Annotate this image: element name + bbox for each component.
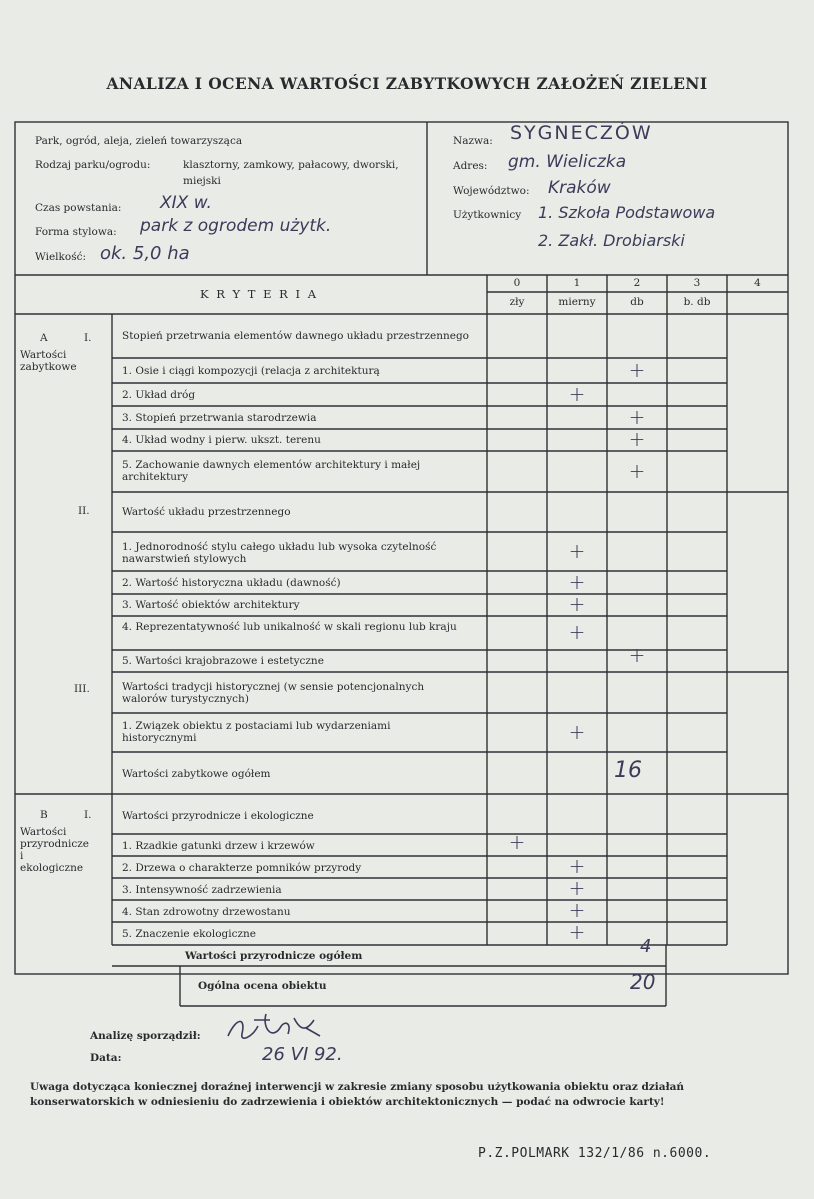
garden-kind-options-2: miejski — [183, 175, 221, 187]
date-label: Data: — [90, 1052, 122, 1064]
intervention-note: Uwaga dotycząca koniecznej doraźnej interwencji w zakresie zmiany sposobu użytkowania obiektu oraz działań konserwatorskich w odniesieniu do zadrzewienia i obiektów architektonicznych — podać na odwrocie karty! — [30, 1081, 685, 1108]
section-b-letter: B — [40, 809, 48, 821]
b-total-value: 4 — [640, 936, 652, 957]
address-value: gm. Wieliczka — [508, 152, 627, 172]
a-total-value: 16 — [614, 758, 642, 783]
mark-a2-5: + — [628, 643, 646, 667]
b1-row-5: 5. Znaczenie ekologiczne — [122, 928, 257, 940]
style-label: Forma stylowa: — [35, 226, 117, 238]
overall-label: Ogólna ocena obiektu — [198, 980, 327, 992]
a2-row-5: 5. Wartości krajobrazowe i estetyczne — [122, 655, 324, 667]
mark-a1-3: + — [628, 404, 646, 429]
users-value-1: 1. Szkoła Podstawowa — [538, 203, 716, 222]
section-a-letter: A — [40, 332, 48, 344]
a2-row-2: 2. Wartość historyczna układu (dawność) — [122, 577, 341, 589]
voivodeship-label: Województwo: — [453, 185, 530, 197]
name-value: SYGNECZÓW — [510, 122, 653, 144]
a1-row-5: 5. Zachowanie dawnych elementów architektury i małej architektury — [122, 459, 421, 483]
a1-row-2: 2. Układ dróg — [122, 389, 196, 401]
a3-row-1: 1. Związek obiektu z postaciami lub wydarzeniami historycznymi — [122, 720, 391, 744]
garden-kind-options: klasztorny, zamkowy, pałacowy, dworski, — [183, 159, 399, 171]
creation-date-label: Czas powstania: — [35, 202, 122, 214]
level-2: 2 — [633, 277, 641, 289]
b1-heading: Wartości przyrodnicze i ekologiczne — [122, 810, 314, 822]
b1-row-4: 4. Stan zdrowotny drzewostanu — [122, 906, 291, 918]
b1-row-3: 3. Intensywność zadrzewienia — [122, 884, 282, 896]
b1-row-1: 1. Rzadkie gatunki drzew i krzewów — [122, 840, 315, 852]
mark-b1-3: + — [568, 876, 586, 900]
mark-b1-4: + — [568, 898, 586, 922]
section-a1-numeral: I. — [84, 332, 92, 344]
address-label: Adres: — [453, 160, 488, 172]
mark-a1-4: + — [628, 427, 646, 451]
level-3: 3 — [693, 277, 701, 289]
mark-a2-2: + — [568, 569, 586, 594]
a1-heading: Stopień przetrwania elementów dawnego układu przestrzennego — [122, 330, 469, 342]
signature — [222, 1008, 332, 1048]
section-a3-numeral: III. — [74, 683, 90, 695]
voivodeship-value: Kraków — [548, 178, 611, 198]
creation-date-value: XIX w. — [160, 193, 212, 213]
mark-b1-5: + — [568, 920, 586, 944]
size-label: Wielkość: — [35, 251, 87, 263]
level-4: 4 — [754, 277, 761, 289]
section-b-label: Wartości przyrodnicze i ekologiczne — [20, 826, 90, 874]
level-0: 0 — [513, 277, 521, 289]
a2-row-3: 3. Wartość obiektów architektury — [122, 599, 300, 611]
print-code: P.Z.POLMARK 132/1/86 n.6000. — [478, 1146, 712, 1161]
mark-a2-4: + — [568, 620, 586, 644]
a1-row-3: 3. Stopień przetrwania starodrzewia — [122, 412, 317, 424]
form-title: ANALIZA I OCENA WARTOŚCI ZABYTKOWYCH ZAŁOŻEŃ ZIELENI — [106, 74, 708, 93]
section-a-label: Wartości zabytkowe — [20, 349, 77, 373]
a3-heading: Wartości tradycji historycznej (w sensie potencjonalnych walorów turystycznych) — [122, 681, 425, 705]
level-name-0: zły — [509, 296, 525, 308]
mark-b1-1: + — [508, 830, 526, 854]
a1-row-1: 1. Osie i ciągi kompozycji (relacja z architekturą — [122, 365, 380, 377]
level-1: 1 — [573, 277, 581, 289]
style-value: park z ogrodem użytk. — [140, 216, 332, 236]
prepared-by-label: Analizę sporządził: — [90, 1030, 201, 1042]
criteria-header: K R Y T E R I A — [200, 287, 319, 301]
section-b1-numeral: I. — [84, 809, 92, 821]
date-value: 26 VI 92. — [262, 1044, 343, 1065]
a2-heading: Wartość układu przestrzennego — [122, 506, 291, 518]
size-value: ok. 5,0 ha — [100, 243, 190, 264]
a2-row-1: 1. Jednorodność stylu całego układu lub wysoka czytelność nawarstwień stylowych — [122, 541, 437, 565]
name-label: Nazwa: — [453, 135, 493, 147]
mark-a1-1: + — [628, 357, 646, 382]
b-total-label: Wartości przyrodnicze ogółem — [185, 950, 363, 962]
level-name-2: db — [630, 296, 644, 308]
b1-row-2: 2. Drzewa o charakterze pomników przyrody — [122, 862, 362, 874]
mark-b1-2: + — [568, 854, 586, 878]
level-name-1: mierny — [558, 296, 596, 308]
a-total-label: Wartości zabytkowe ogółem — [122, 768, 271, 780]
overall-value: 20 — [630, 970, 656, 994]
users-value-2: 2. Zakł. Drobiarski — [538, 231, 685, 250]
garden-kind-label: Rodzaj parku/ogrodu: — [35, 159, 151, 171]
a2-row-4: 4. Reprezentatywność lub unikalność w skali regionu lub kraju — [122, 621, 457, 633]
users-label: Użytkownicy — [453, 209, 522, 221]
mark-a3-1: + — [568, 719, 586, 744]
level-name-3: b. db — [683, 296, 711, 308]
mark-a2-1: + — [568, 538, 586, 563]
mark-a1-2: + — [568, 381, 586, 406]
object-type-label: Park, ogród, aleja, zieleń towarzysząca — [35, 135, 243, 147]
mark-a2-3: + — [568, 592, 586, 616]
a1-row-4: 4. Układ wodny i pierw. ukszt. terenu — [122, 434, 321, 446]
mark-a1-5: + — [628, 458, 646, 483]
section-a2-numeral: II. — [78, 505, 90, 517]
